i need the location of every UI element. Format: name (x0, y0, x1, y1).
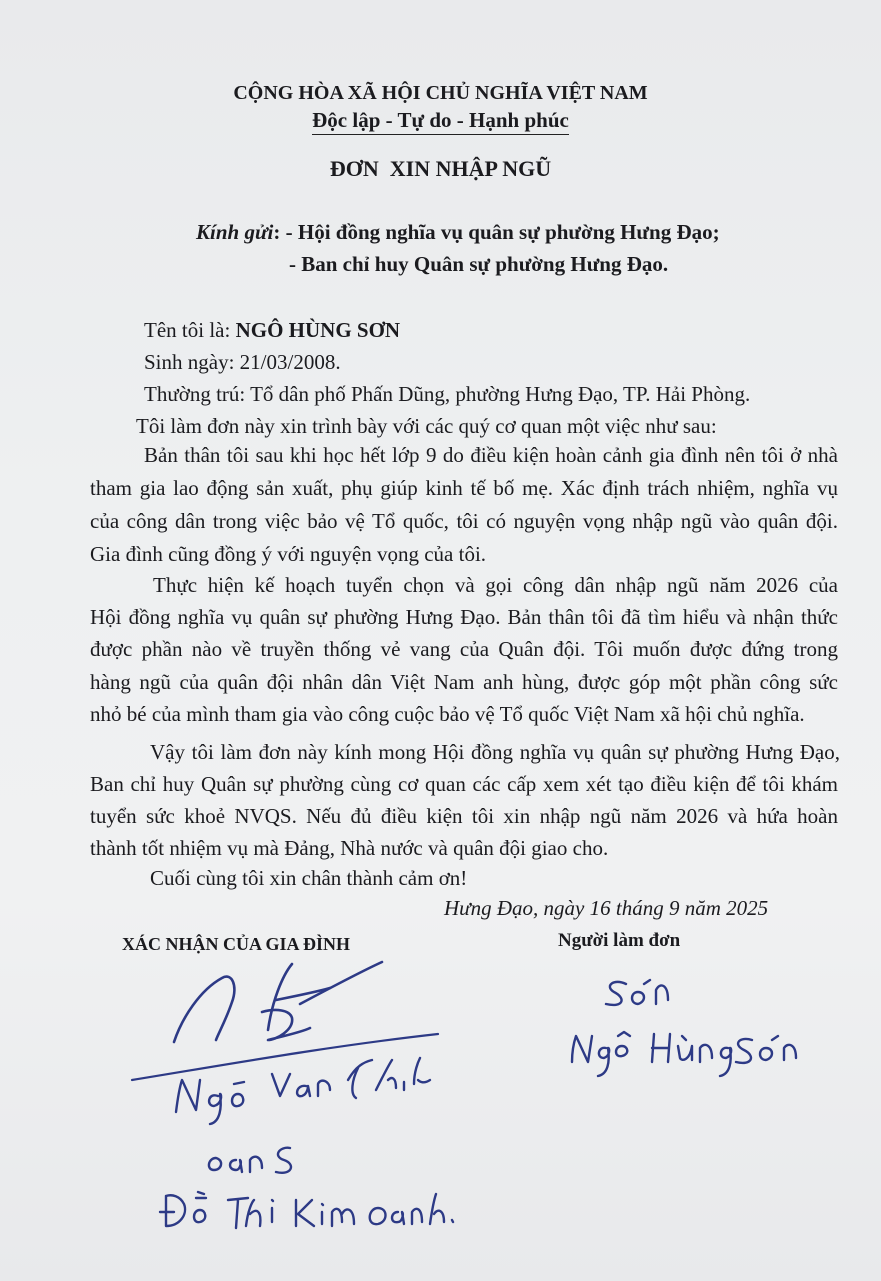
place-date: Hưng Đạo, ngày 16 tháng 9 năm 2025 (444, 896, 769, 920)
document-title: ĐƠN XIN NHẬP NGŨ (329, 156, 552, 181)
family-signature-2 (209, 1148, 291, 1173)
recipient-2: - Ban chỉ huy Quân sự phường Hưng Đạo. (289, 252, 669, 276)
paragraph-line: tuyển sức khoẻ NVQS. Nếu đủ điều kiện tôi xin nhập ngũ năm 2026 và hứa hoàn (90, 804, 838, 828)
paragraph-line: Vậy tôi làm đơn này kính mong Hội đồng nghĩa vụ quân sự phường Hưng Đạo, (150, 740, 840, 764)
paragraph-line: Thực hiện kế hoạch tuyển chọn và gọi công dân nhập ngũ năm 2026 của (153, 573, 838, 597)
family-signature-scribble (174, 962, 382, 1042)
applicant-sign-label: Người làm đơn (558, 930, 681, 951)
family-name-2-handwriting (160, 1192, 453, 1228)
family-name-1-handwriting (176, 1058, 430, 1124)
recipient-1: : - Hội đồng nghĩa vụ quân sự phường Hưng Đạo; (273, 220, 720, 244)
paragraph-line: Ban chỉ huy Quân sự phường cùng cơ quan các cấp xem xét tạo điều kiện để tôi khám (90, 772, 838, 796)
country-header: CỘNG HÒA XÃ HỘI CHỦ NGHĨA VIỆT NAM (233, 82, 648, 104)
applicant-name: NGÔ HÙNG SƠN (235, 318, 401, 342)
closing-line: Cuối cùng tôi xin chân thành cảm ơn! (150, 866, 468, 890)
recipients-label: Kính gửi (196, 220, 274, 244)
paragraph-line: Hội đồng nghĩa vụ quân sự phường Hưng Đạo. Bản thân tôi đã tìm hiểu và nhận thức (90, 605, 838, 629)
applicant-name-handwriting (572, 1032, 796, 1076)
motto-text: Độc lập - Tự do - Hạnh phúc (312, 108, 569, 135)
paragraph-line: Bản thân tôi sau khi học hết lớp 9 do điều kiện hoàn cảnh gia đình nên tôi ở nhà (144, 443, 838, 467)
paragraph-line: của công dân trong việc bảo vệ Tổ quốc, tôi có nguyện vọng nhập ngũ vào quân đội. (90, 509, 838, 533)
family-signature-underline (132, 1034, 438, 1080)
paragraph-line: hàng ngũ của quân đội nhân dân Việt Nam anh hùng, được góp một phần công sức (90, 670, 838, 694)
paragraph-line: tham gia lao động sản xuất, phụ giúp kinh tế bố mẹ. Xác định trách nhiệm, nghĩa vụ (90, 476, 838, 500)
family-confirm-label: XÁC NHẬN CỦA GIA ĐÌNH (122, 934, 351, 954)
residence-line: Thường trú: Tổ dân phố Phấn Dũng, phường Hưng Đạo, TP. Hải Phòng. (144, 382, 751, 406)
paragraph-line: thành tốt nhiệm vụ mà Đảng, Nhà nước và quân đội giao cho. (90, 836, 609, 860)
paragraph-line: được phần nào về truyền thống vẻ vang của Quân đội. Tôi muốn được đứng trong (90, 637, 838, 661)
paragraph-line: nhỏ bé của mình tham gia vào công cuộc bảo vệ Tổ quốc Việt Nam xã hội chủ nghĩa. (90, 702, 805, 726)
intro-line: Tôi làm đơn này xin trình bày với các quý cơ quan một việc như sau: (136, 414, 717, 438)
name-label: Tên tôi là: (144, 318, 236, 342)
applicant-signature (606, 980, 668, 1005)
paragraph-line: Gia đình cũng đồng ý với nguyện vọng của tôi. (90, 542, 487, 566)
dob-line: Sinh ngày: 21/03/2008. (144, 350, 341, 374)
